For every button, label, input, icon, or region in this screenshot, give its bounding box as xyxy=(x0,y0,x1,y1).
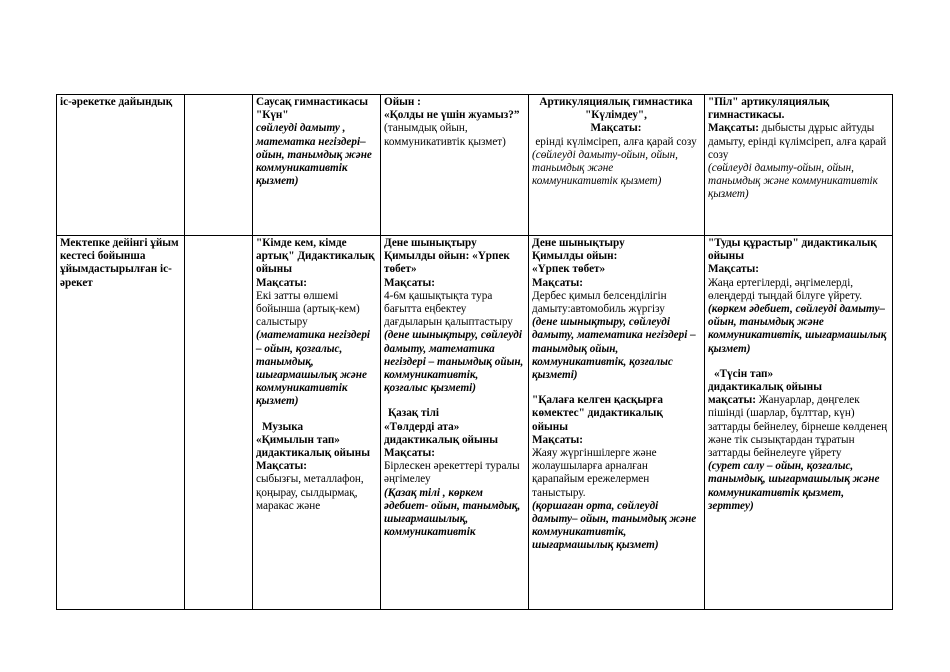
goal-label: Мақсаты: xyxy=(532,276,583,289)
activity-title: Артикуляциялық гимнастика "Күлімдеу", xyxy=(539,96,693,122)
activity-title: "Қалаға келген қасқырға көмектес" дидактикалық ойыны xyxy=(532,394,663,433)
goal-text: Жаңа ертегілерді, әңгімелерді, өлеңдерді тыңдай білуге үйрету. xyxy=(708,276,862,302)
activity-title: Ойын : xyxy=(384,96,421,108)
activity-note: (математика негіздері – ойын, қозғалыс, танымдық, шығармашылық және коммуникативтік қызмет) xyxy=(256,329,371,408)
activity-note: (қоршаған орта, сөйлеуді дамыту– ойын, танымдық және коммуникативтік, шығармашылық қызмет) xyxy=(532,499,697,552)
subject-title: Қазақ тілі xyxy=(388,407,440,420)
goal-label: Мақсаты: xyxy=(708,122,759,135)
activity-title: «Үрпек төбет» xyxy=(532,263,606,276)
activity-title: дидактикалық ойыны xyxy=(708,381,822,394)
activity-note: (танымдық ойын, коммуникативтік қызмет) xyxy=(384,122,506,148)
goal-text: сыбызғы, металлафон, қоңырау, сылдырмақ, маракас және xyxy=(256,473,364,512)
goal-label: Мақсаты: xyxy=(590,122,642,135)
activity-note: (сурет салу – ойын, қозғалыс, танымдық, шығармашылық және коммуникативтік қызмет, зерттеу) xyxy=(708,460,880,512)
table-row xyxy=(57,236,893,610)
goal-label: Мақсаты: xyxy=(532,433,583,446)
table-cell xyxy=(705,95,893,236)
row-label xyxy=(57,95,185,236)
row-label-text: іс-әрекетке дайындық xyxy=(60,96,173,108)
activity-title: «Түсін тап» xyxy=(714,367,774,380)
goal-text: 4-6м қашықтықта тура бағытта еңбектеу дағдыларын қалыптастыру xyxy=(384,289,513,329)
empty-cell xyxy=(185,95,253,236)
row-label-text: Мектепке дейінгі ұйым кестесі бойынша ұйымдастырылған іс-әрекет xyxy=(60,237,179,289)
table-cell xyxy=(381,236,529,610)
goal-text: Дербес қимыл белсенділігін дамыту:автомобиль жүргізу xyxy=(532,289,667,316)
table-cell xyxy=(529,236,705,610)
goal-label: Мақсаты: xyxy=(384,447,435,460)
goal-text: Жануарлар, дөңгелек пішінді (шарлар, бұлттар, күн) заттарды бейнелеу, бірнеше көлденең және тік сызықтардан тұратын заттарды бейнелеуге үйрету xyxy=(708,394,888,460)
activity-note: сөйлеуді дамыту , математка негіздері– ойын, танымдық және коммуникативтік қызмет) xyxy=(256,122,372,188)
activity-note: (сөйлеуді дамыту-ойын, ойын, танымдық және коммуникативтік қызмет) xyxy=(708,162,878,201)
goal-label: мақсаты: xyxy=(708,394,756,407)
goal-text: ерінді күлімсіреп, алға қарай созу xyxy=(535,135,697,148)
goal-label: Мақсаты: xyxy=(256,460,307,473)
subject-title: Дене шынықтыру xyxy=(532,237,625,249)
subject-title: Дене шынықтыру xyxy=(384,237,477,249)
table-row xyxy=(57,95,893,236)
goal-label: Мақсаты: xyxy=(384,276,435,289)
subject-title: Музыка xyxy=(262,420,304,433)
table-cell xyxy=(529,95,705,236)
empty-cell xyxy=(185,236,253,610)
table-cell xyxy=(253,95,381,236)
goal-text: Екі затты өлшемі бойынша (артық-кем) салыстыру xyxy=(256,289,360,329)
schedule-table xyxy=(56,94,893,610)
activity-title: «Төлдерді ата» дидактикалық ойыны xyxy=(384,420,498,446)
table-cell xyxy=(381,95,529,236)
goal-text: Бірлескен әрекеттері туралы әңгімелеу xyxy=(384,460,520,486)
goal-text: Жаяу жүргіншілерге және жолаушыларға арналған қарапайым ережелермен таныстыру. xyxy=(532,447,657,499)
activity-note: (Қазақ тілі , көркем әдебиет- ойын, танымдық, шығармашылық, коммуникативтік xyxy=(384,486,521,539)
activity-title: «Қимылын тап» дидактикалық ойыны xyxy=(256,433,370,460)
activity-title: "Піл" артикуляциялық гимнастикасы. xyxy=(708,96,830,122)
goal-label: Мақсаты: xyxy=(708,263,759,276)
activity-subtitle: «Қолды не үшін жуамыз?” xyxy=(384,109,520,122)
activity-note: (дене шынықтыру, сөйлеуді дамыту, математика негіздері – танымдық ойын, коммуникативтік, қозғалыс қызметі) xyxy=(384,329,524,395)
row-label xyxy=(57,236,185,610)
activity-title: "Туды құрастыр" дидактикалық ойыны xyxy=(708,237,877,263)
activity-title: "Кімде кем, кімде артық" Дидактикалық ойыны xyxy=(256,237,375,276)
activity-title: Қимылды ойын: xyxy=(532,250,618,263)
activity-title: Саусақ гимнастикасы "Күн" xyxy=(256,96,368,122)
goal-text: дыбысты дұрыс айтуды дамыту, ерінді күлімсіреп, алға қарай созу xyxy=(708,122,887,161)
activity-note: (сөйлеуді дамыту-ойын, ойын, танымдық және коммуникативтік қызмет) xyxy=(532,148,678,188)
table-cell xyxy=(705,236,893,610)
activity-note: (көркем әдебиет, сөйлеуді дамыту– ойын, танымдық және коммуникативтік, шығармашылық қызмет) xyxy=(708,303,887,355)
goal-label: Мақсаты: xyxy=(256,276,307,289)
activity-title: Қимылды ойын: «Үрпек төбет» xyxy=(384,250,510,276)
table-cell xyxy=(253,236,381,610)
activity-note: (дене шынықтыру, сөйлеуді дамыту, математика негіздері – танымдық ойын, коммуникативтік, қозғалыс қызметі) xyxy=(532,316,696,382)
